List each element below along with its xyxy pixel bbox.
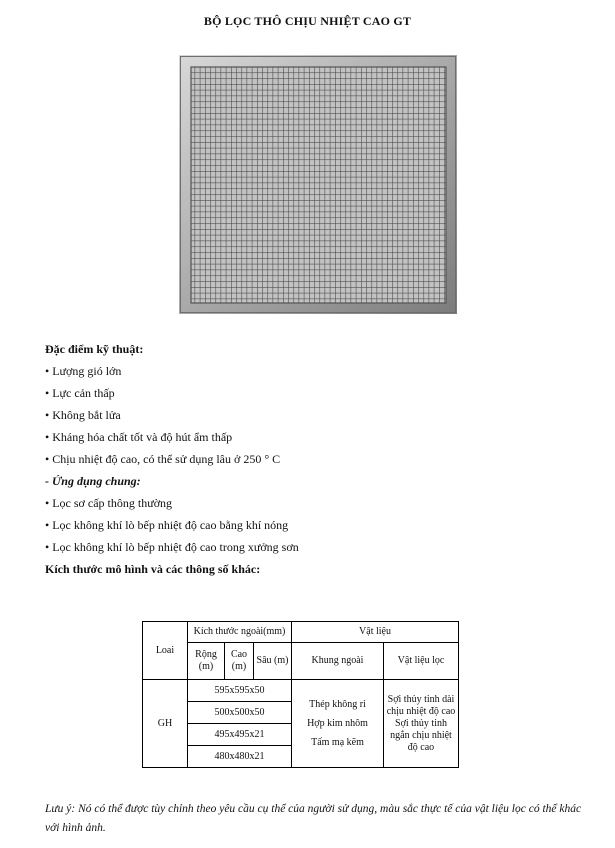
type-cell: GH <box>143 680 188 768</box>
spec-table <box>142 621 459 768</box>
application-item: • Lọc không khí lò bếp nhiệt độ cao trong xưởng sơn <box>45 540 299 554</box>
document-title: BỘ LỌC THÔ CHỊU NHIỆT CAO GT <box>203 14 412 28</box>
header-type: Loai <box>143 622 188 680</box>
size-cell: 495x495x21 <box>188 724 292 746</box>
feature-item: • Lực cản thấp <box>45 386 115 400</box>
frame-line: Tấm mạ kẽm <box>311 737 364 748</box>
spec-content <box>45 341 585 583</box>
filter-line: Sợi thủy tinh dài <box>387 693 455 705</box>
header-height: Cao (m) <box>225 643 254 680</box>
filter-panel-image <box>179 55 457 314</box>
filter-line: chịu nhiệt độ cao <box>386 705 456 717</box>
frame-cell <box>292 680 384 768</box>
header-outer-size: Kích thước ngoài(mm) <box>188 622 292 643</box>
application-item: • Lọc sơ cấp thông thường <box>45 496 173 510</box>
applications-heading: - Ứng dụng chung: <box>45 474 141 488</box>
feature-item: • Kháng hóa chất tốt và độ hút ẩm thấp <box>45 430 233 444</box>
application-item: • Lọc không khí lò bếp nhiệt độ cao bằng khí nóng <box>45 518 289 532</box>
header-material: Vật liệu <box>292 622 459 643</box>
filter-line: Sợi thủy tinh <box>395 717 447 729</box>
note-text: Lưu ý: Nó có thể được tùy chỉnh theo yêu cầu cụ thể của người sử dụng, màu sắc thực tế của vật liệu lọc có thể khác với hình ảnh. <box>45 803 582 834</box>
frame-line: Hợp kim nhôm <box>307 718 368 729</box>
feature-item: • Không bắt lửa <box>45 408 121 422</box>
header-width: Rộng (m) <box>188 643 225 680</box>
feature-item: • Lượng gió lớn <box>45 364 122 378</box>
features-heading: Đặc điểm kỹ thuật: <box>45 342 144 356</box>
filter-line: ngắn chịu nhiệt <box>390 729 452 741</box>
feature-item: • Chịu nhiệt độ cao, có thể sử dụng lâu ở 250 ° C <box>45 452 281 466</box>
size-cell: 480x480x21 <box>188 746 292 768</box>
header-frame: Khung ngoài <box>292 643 384 680</box>
size-cell: 595x595x50 <box>188 680 292 702</box>
frame-line: Thép không rỉ <box>309 699 366 710</box>
dimensions-heading: Kích thước mô hình và các thông số khác: <box>45 562 261 576</box>
header-filter-material: Vật liệu lọc <box>384 643 459 680</box>
header-depth: Sâu (m) <box>254 643 292 680</box>
filter-line: độ cao <box>407 741 435 753</box>
filter-material-cell <box>384 680 459 768</box>
size-cell: 500x500x50 <box>188 702 292 724</box>
